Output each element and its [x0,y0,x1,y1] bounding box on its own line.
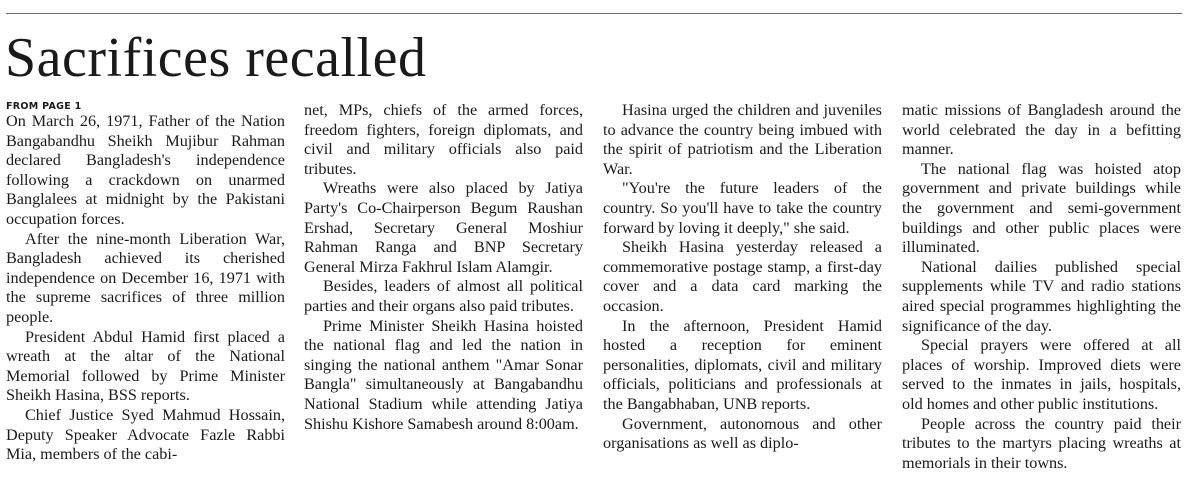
article-column-3 [603,101,882,454]
article-column-2 [304,101,583,434]
paragraph: matic missions of Bangladesh around the world celebrated the day in a befitting manner. [902,101,1181,159]
paragraph: net, MPs, chiefs of the armed forces, freedom fighters, foreign diplomats, and civil and military officials also paid tributes. [304,101,583,178]
headline: Sacrifices recalled [5,27,427,89]
paragraph: Government, autonomous and other organisations as well as diplo- [603,414,882,453]
paragraph: "You're the future leaders of the country. So you'll have to take the country forward by loving it deeply," she said. [603,179,882,237]
paragraph: National dailies published special supplements while TV and radio stations aired special programmes highlighting the significance of the day. [902,257,1181,335]
paragraph: Chief Justice Syed Mahmud Hossain, Deputy Speaker Advocate Fazle Rabbi Mia, members of the cabi- [6,405,285,464]
top-rule [6,13,1182,14]
paragraph: Special prayers were offered at all places of worship. Improved diets were served to the inmates in jails, hospitals, old homes and other public institutions. [902,336,1181,413]
paragraph: Hasina urged the children and juveniles to advance the country being imbued with the spirit of patriotism and the Liberation War. [603,101,882,178]
paragraph: The national flag was hoisted atop government and private buildings while the government and semi-government buildings and other public places were illuminated. [902,159,1181,257]
paragraph: Prime Minister Sheikh Hasina hoisted the national flag and led the nation in singing the national anthem "Amar Sonar Bangla" simultaneously at Bangabandhu National Stadium while attending Jatiya Shishu Kishore Samabesh around 8:00am. [304,316,583,433]
article-column-4 [902,101,1181,473]
paragraph: On March 26, 1971, Father of the Nation Bangabandhu Sheikh Mujibur Rahman declared Bangladesh's independence following a crackdown on unarmed Banglalees at midnight by the Pakistani occupation forces. [6,112,285,228]
paragraph: Sheikh Hasina yesterday released a commemorative postage stamp, a first-day cover and a data card marking the occasion. [603,238,882,315]
kicker-from-page-1: FROM PAGE 1 [6,101,82,112]
paragraph: Besides, leaders of almost all political parties and their organs also paid tributes. [304,277,583,315]
paragraph: People across the country paid their tributes to the martyrs placing wreaths at memorials in their towns. [902,414,1181,472]
paragraph: President Abdul Hamid first placed a wreath at the altar of the National Memorial followed by Prime Minister Sheikh Hasina, BSS reports. [6,327,285,405]
paragraph: In the afternoon, President Hamid hosted a reception for eminent personalities, diplomats, civil and military officials, politicians and professionals at the Bangabhaban, UNB reports. [603,316,882,413]
article-column-1 [6,101,285,465]
paragraph: Wreaths were also placed by Jatiya Party's Co-Chairperson Begum Raushan Ershad, Secretary General Moshiur Rahman Ranga and BNP Secretary General Mirza Fakhrul Islam Alamgir. [304,179,583,276]
paragraph: After the nine-month Liberation War, Bangladesh achieved its cherished independence on December 16, 1971 with the supreme sacrifices of three million people. [6,229,285,326]
